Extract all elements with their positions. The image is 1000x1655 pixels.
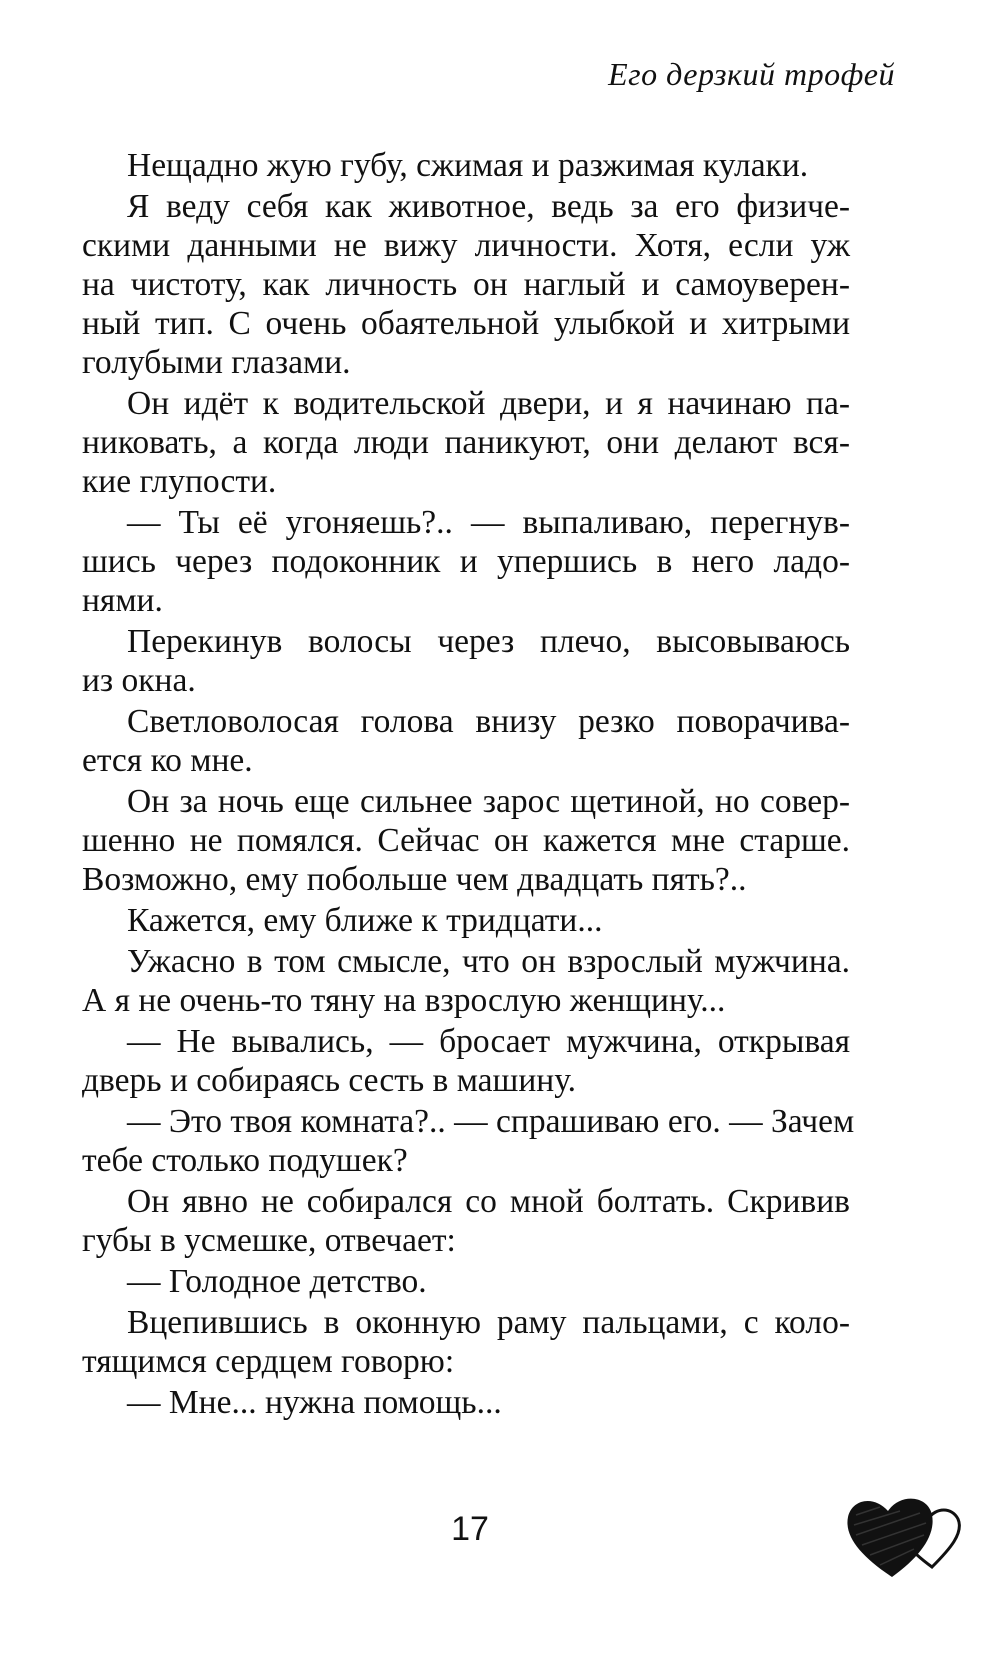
- text-line: Ужасно в том смысле, что он взрослый мужчина.: [127, 943, 850, 980]
- text-line: Вцепившись в оконную раму пальцами, с коло-: [127, 1304, 850, 1341]
- page-number: 17: [451, 1510, 489, 1548]
- running-header: Его дерзкий трофей: [608, 56, 895, 92]
- text-line: на чистоту, как личность он наглый и самоуверен-: [82, 266, 850, 303]
- text-line: шись через подоконник и упершись в него ладо-: [82, 543, 850, 580]
- text-line: — Голодное детство.: [127, 1263, 427, 1300]
- text-line: скими данными не вижу личности. Хотя, если уж: [82, 227, 850, 264]
- text-line: — Мне... нужна помощь...: [127, 1384, 502, 1421]
- text-line: Он идёт к водительской двери, и я начинаю па-: [127, 385, 850, 422]
- hearts-icon: [840, 1485, 970, 1585]
- text-line: Возможно, ему побольше чем двадцать пять?..: [82, 861, 747, 898]
- text-line: А я не очень-то тяну на взрослую женщину...: [82, 982, 726, 1019]
- text-line: — Ты её угоняешь?.. — выпаливаю, перегнув-: [127, 504, 850, 541]
- text-line: губы в усмешке, отвечает:: [82, 1222, 456, 1259]
- text-line: шенно не помялся. Сейчас он кажется мне старше.: [82, 822, 850, 859]
- text-line: дверь и собираясь сесть в машину.: [82, 1062, 576, 1099]
- text-line: ный тип. С очень обаятельной улыбкой и хитрыми: [82, 305, 850, 342]
- text-line: Он явно не собирался со мной болтать. Скривив: [127, 1183, 850, 1220]
- text-line: Нещадно жую губу, сжимая и разжимая кулаки.: [127, 147, 809, 184]
- text-line: ется ко мне.: [82, 742, 253, 779]
- text-line: Кажется, ему ближе к тридцати...: [127, 902, 603, 939]
- text-line: тящимся сердцем говорю:: [82, 1343, 455, 1380]
- text-line: никовать, а когда люди паникуют, они делают вся-: [82, 424, 850, 461]
- body-text: [82, 146, 855, 1422]
- text-line: из окна.: [82, 662, 196, 699]
- text-line: Я веду себя как животное, ведь за его физиче-: [127, 188, 850, 225]
- text-line: тебе столько подушек?: [82, 1142, 408, 1179]
- solid-heart-icon: [847, 1499, 932, 1577]
- text-line: Он за ночь еще сильнее зарос щетиной, но совер-: [127, 783, 850, 820]
- text-line: — Не вывались, — бросает мужчина, открывая: [127, 1023, 850, 1060]
- text-line: нями.: [82, 582, 163, 619]
- text-line: Перекинув волосы через плечо, высовываюсь: [127, 623, 850, 660]
- text-line: голубыми глазами.: [82, 344, 351, 381]
- text-line: кие глупости.: [82, 463, 277, 500]
- text-line: Светловолосая голова внизу резко поворачива-: [127, 703, 850, 740]
- text-line: — Это твоя комната?.. — спрашиваю его. — Зачем: [127, 1103, 855, 1140]
